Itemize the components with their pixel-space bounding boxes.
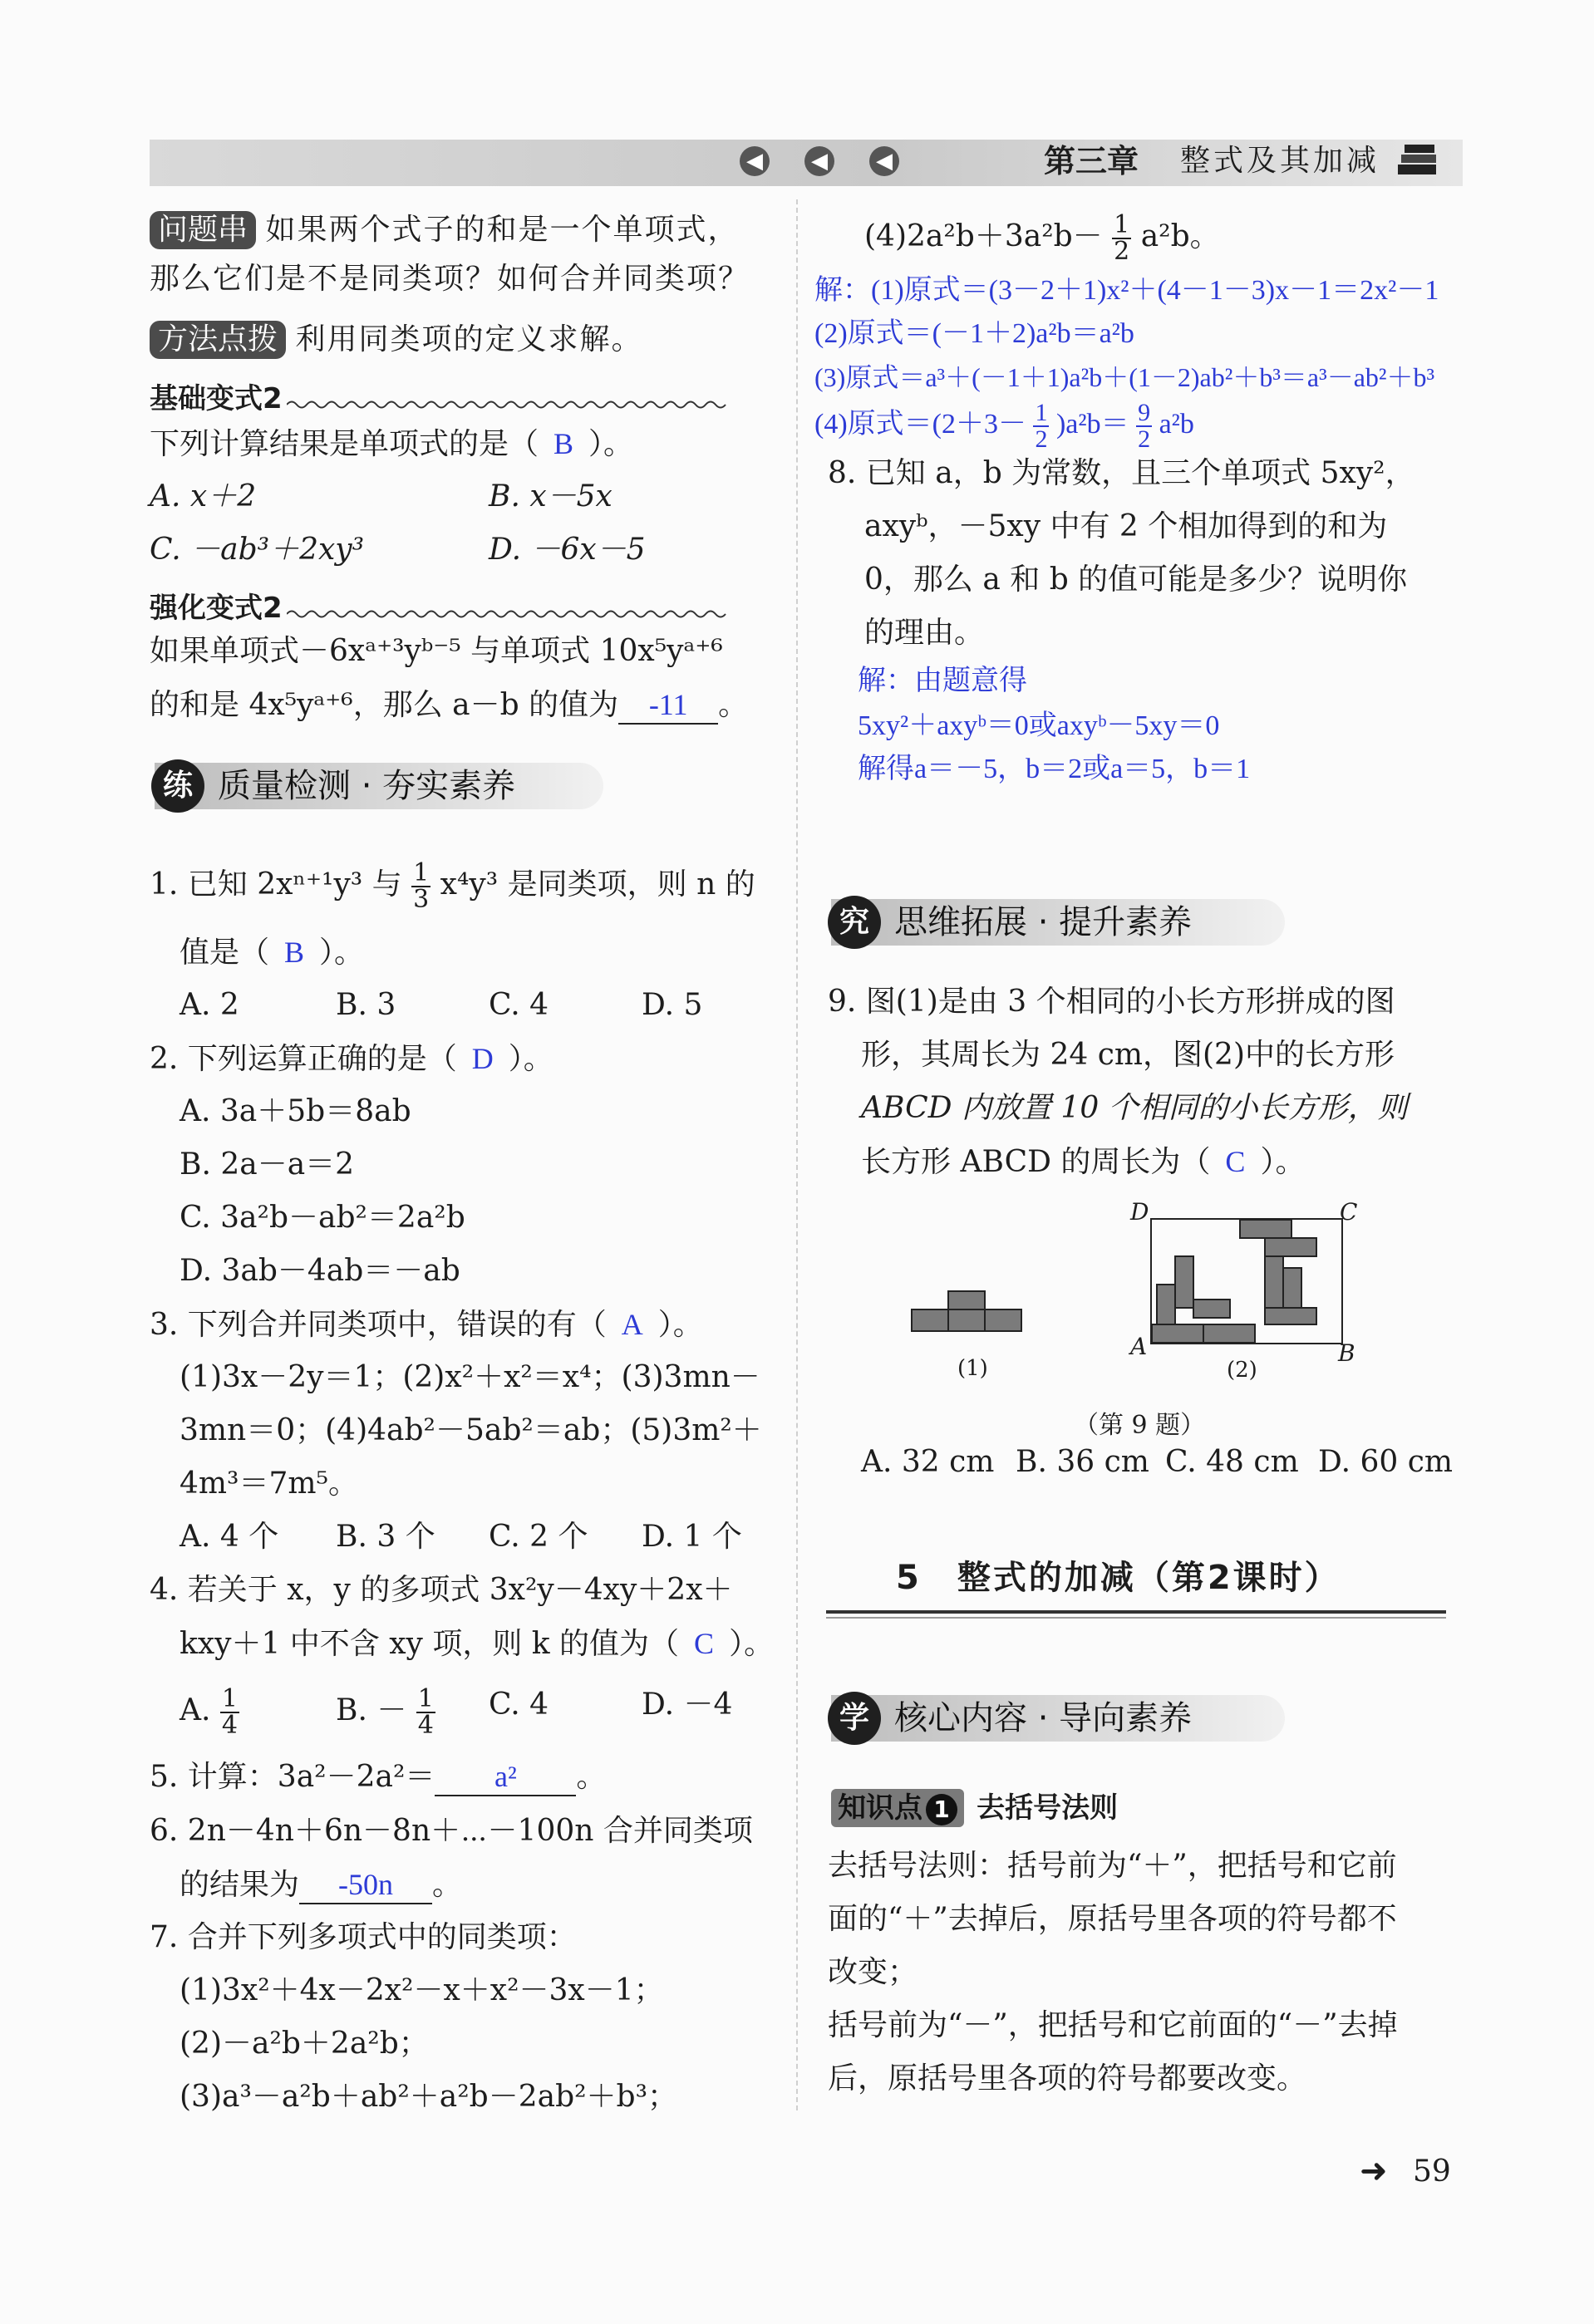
page-number: 59 <box>1413 2154 1451 2189</box>
answer: C <box>1225 1145 1246 1178</box>
q9-l4: 长方形 ABCD 的周长为（ C ）。 <box>861 1145 1306 1179</box>
q6-l1: 6. 2n－4n＋6n－8n＋⋯－100n 合并同类项 <box>150 1814 753 1848</box>
q2-line: 2. 下列运算正确的是（ D ）。 <box>150 1042 553 1076</box>
rule-line: 面的“＋”去掉后，原括号里各项的符号都不 <box>828 1902 1397 1936</box>
option: A. $\frac{1}{4}$ <box>180 1684 238 1740</box>
option: D. 60 cm <box>1318 1445 1454 1479</box>
q7-4: (4)2a²b＋3a²b－ $\frac{1}{2}$ a²b。 <box>864 210 1220 266</box>
knowledge-title: 去括号法则 <box>977 1791 1119 1825</box>
figure-label: A <box>1130 1333 1148 1360</box>
section-icon: 究 <box>828 896 881 949</box>
q3-l1: (1)3x－2y＝1；(2)x²＋x²＝x⁴；(3)3mn－ <box>180 1360 760 1394</box>
section-title: 思维拓展 · 提升素养 <box>894 903 1193 941</box>
option: A. x＋2 <box>150 479 257 513</box>
option: D. 5 <box>642 988 703 1022</box>
option: D. 1 个 <box>642 1520 742 1554</box>
q9-l2: 形，其周长为 24 cm，图(2)中的长方形 <box>861 1038 1395 1072</box>
fraction: $\frac{1}{4}$ <box>221 1684 238 1740</box>
fraction: $\frac{1}{2}$ <box>1114 210 1130 266</box>
q8-l2: axyᵇ，－5xy 中有 2 个相加得到的和为 <box>864 509 1388 543</box>
answer: A <box>621 1308 643 1341</box>
q8-l3: 0，那么 a 和 b 的值可能是多少？说明你 <box>864 563 1408 597</box>
option: A. 4 个 <box>180 1520 279 1554</box>
solution-line: (4)原式＝(2＋3－ $\frac{1}{2}$ )a²b＝ $\frac{9}{2}$ a²b <box>814 399 1194 453</box>
option: A. 2 <box>180 988 239 1022</box>
option: C. 3a²b－ab²＝2a²b <box>180 1201 465 1235</box>
books-icon <box>1396 141 1439 178</box>
q5-line: 5. 计算：3a²－2a²＝ a² 。 <box>150 1758 606 1796</box>
chapter-title: 整式及其加减 <box>1180 144 1380 178</box>
jichu-question: 下列计算结果是单项式的是（ B ）。 <box>150 427 634 461</box>
q3-l3: 4m³＝7m⁵。 <box>180 1467 358 1501</box>
q7-3: (3)a³－a²b＋ab²＋a²b－2ab²＋b³； <box>180 2080 678 2114</box>
knowledge-point <box>831 1785 1118 1827</box>
figure-2 <box>1150 1218 1345 1344</box>
rule-line: 去括号法则：括号前为“＋”，把括号和它前 <box>828 1849 1397 1883</box>
knowledge-tag: 知识点 1 <box>831 1789 964 1827</box>
lesson-divider <box>826 1617 1446 1619</box>
section-title: 核心内容 · 导向素养 <box>894 1699 1193 1737</box>
q8-l4: 的理由。 <box>864 616 985 650</box>
option: C. 4 <box>489 1688 549 1722</box>
option: D. 3ab－4ab＝－ab <box>180 1254 460 1288</box>
wavy-divider <box>287 399 727 410</box>
fraction: $\frac{9}{2}$ <box>1138 399 1151 453</box>
q4-l2: kxy＋1 中不含 xy 项，则 k 的值为（ C ）。 <box>180 1627 775 1661</box>
option: B. 3 <box>336 988 396 1022</box>
q1-line1: 1. 已知 2xⁿ⁺¹y³ 与 $\frac{1}{3}$ x⁴y³ 是同类项，则 n 的 <box>150 858 755 914</box>
section-jiu <box>831 899 1285 946</box>
jichu-heading <box>150 376 727 416</box>
jichu-title: 基础变式2 <box>150 382 283 415</box>
section-xue <box>831 1695 1285 1742</box>
wenti-text: 如果两个式子的和是一个单项式， <box>265 213 740 247</box>
q7-1: (1)3x²＋4x－2x²－x＋x²－3x－1； <box>180 1973 664 2007</box>
wenti-line2: 那么它们是不是同类项？如何合并同类项？ <box>150 262 750 296</box>
figure-label: C <box>1340 1198 1358 1226</box>
rule-line: 括号前为“－”，把括号和它前面的“－”去掉 <box>828 2008 1398 2042</box>
answer-blank: -11 <box>618 686 718 725</box>
section-icon: 练 <box>151 759 204 813</box>
option: C. 48 cm <box>1165 1445 1299 1479</box>
rule-line: 后，原括号里各项的符号都要改变。 <box>828 2061 1307 2096</box>
answer: D <box>471 1042 494 1075</box>
q3-line: 3. 下列合并同类项中，错误的有（ A ）。 <box>150 1308 703 1342</box>
option: C. －ab³＋2xy³ <box>150 533 365 567</box>
option: A. 3a＋5b＝8ab <box>180 1094 411 1128</box>
q9-l3: ABCD 内放置 10 个相同的小长方形，则 <box>861 1091 1408 1125</box>
qianghua-line2: 的和是 4x⁵yᵃ⁺⁶，那么 a－b 的值为 -11 。 <box>150 686 748 725</box>
section-title: 质量检测 · 夯实素养 <box>218 767 516 805</box>
answer-blank: -50n <box>299 1866 432 1904</box>
option: D. －4 <box>642 1688 733 1722</box>
option: B. 2a－a＝2 <box>180 1147 355 1182</box>
q9-l1: 9. 图(1)是由 3 个相同的小长方形拼成的图 <box>828 985 1395 1019</box>
q4-l1: 4. 若关于 x，y 的多项式 3x²y－4xy＋2x＋ <box>150 1573 733 1607</box>
option: B. 3 个 <box>336 1520 435 1554</box>
lesson-divider <box>826 1610 1446 1614</box>
option: C. 2 个 <box>489 1520 588 1554</box>
column-divider <box>796 199 798 2110</box>
fraction: $\frac{1}{4}$ <box>417 1684 434 1740</box>
wenti-line1 <box>150 211 739 249</box>
qianghua-title: 强化变式2 <box>150 592 283 625</box>
solution-line: 解：由题意得 <box>858 666 1027 696</box>
solution-line: 解得a＝－5，b＝2或a＝5，b＝1 <box>858 754 1251 784</box>
figure-label: D <box>1130 1198 1149 1226</box>
q1-line2: 值是（ B ）。 <box>180 936 365 970</box>
arrow-right-icon: ➜ <box>1360 2152 1388 2190</box>
option: B. 36 cm <box>1016 1445 1149 1479</box>
answer: B <box>284 936 305 969</box>
figure-label: B <box>1338 1339 1355 1367</box>
q6-l2: 的结果为 -50n 。 <box>180 1866 462 1904</box>
q7-line: 7. 合并下列多项式中的同类项： <box>150 1920 577 1954</box>
solution-line: 5xy²＋axyᵇ＝0或axyᵇ－5xy＝0 <box>858 710 1220 741</box>
qianghua-line1: 如果单项式－6xᵃ⁺³yᵇ⁻⁵ 与单项式 10x⁵yᵃ⁺⁶ <box>150 634 723 668</box>
section-icon: 学 <box>828 1692 881 1745</box>
lesson-title: 5 整式的加减（第2课时） <box>896 1559 1341 1597</box>
option: A. 32 cm <box>861 1445 995 1479</box>
q8-l1: 8. 已知 a，b 为常数，且三个单项式 5xy²， <box>828 456 1415 490</box>
figure-1 <box>911 1280 1024 1339</box>
solution-line: 解：(1)原式＝(3－2＋1)x²＋(4－1－3)x－1＝2x²－1 <box>814 275 1439 306</box>
option: D. －6x－5 <box>489 533 646 567</box>
option: C. 4 <box>489 988 549 1022</box>
answer: C <box>694 1627 715 1660</box>
arrow-left-icon: ◀ <box>740 146 770 176</box>
qianghua-heading <box>150 585 727 626</box>
figure-caption: (2) <box>1227 1358 1257 1383</box>
fraction: $\frac{1}{2}$ <box>1035 399 1048 453</box>
wenti-tag: 问题串 <box>150 211 256 249</box>
fangfa-tag: 方法点拨 <box>150 321 286 359</box>
answer-blank: a² <box>435 1758 576 1796</box>
answer: B <box>553 427 574 460</box>
arrow-left-icon: ◀ <box>804 146 834 176</box>
figure-caption: （第 9 题） <box>1074 1411 1206 1440</box>
chapter-label: 第三章 <box>1044 143 1139 179</box>
fraction: $\frac{1}{3}$ <box>413 858 430 914</box>
figure-caption: (1) <box>957 1356 988 1381</box>
solution-line: (2)原式＝(－1＋2)a²b＝a²b <box>814 318 1134 349</box>
q3-l2: 3mn＝0；(4)4ab²－5ab²＝ab；(5)3m²＋ <box>180 1413 762 1447</box>
wavy-divider <box>287 608 727 620</box>
q7-2: (2)－a²b＋2a²b； <box>180 2027 429 2061</box>
fangfa-text: 利用同类项的定义求解。 <box>295 322 643 356</box>
solution-line: (3)原式＝a³＋(－1＋1)a²b＋(1－2)ab²＋b³＝a³－ab²＋b³ <box>814 362 1435 392</box>
rule-line: 改变； <box>828 1955 918 1989</box>
option: B. x－5x <box>489 479 613 513</box>
fangfa-line <box>150 321 642 359</box>
section-lian <box>155 763 603 809</box>
arrow-left-icon: ◀ <box>869 146 899 176</box>
option: B. － $\frac{1}{4}$ <box>336 1684 434 1740</box>
